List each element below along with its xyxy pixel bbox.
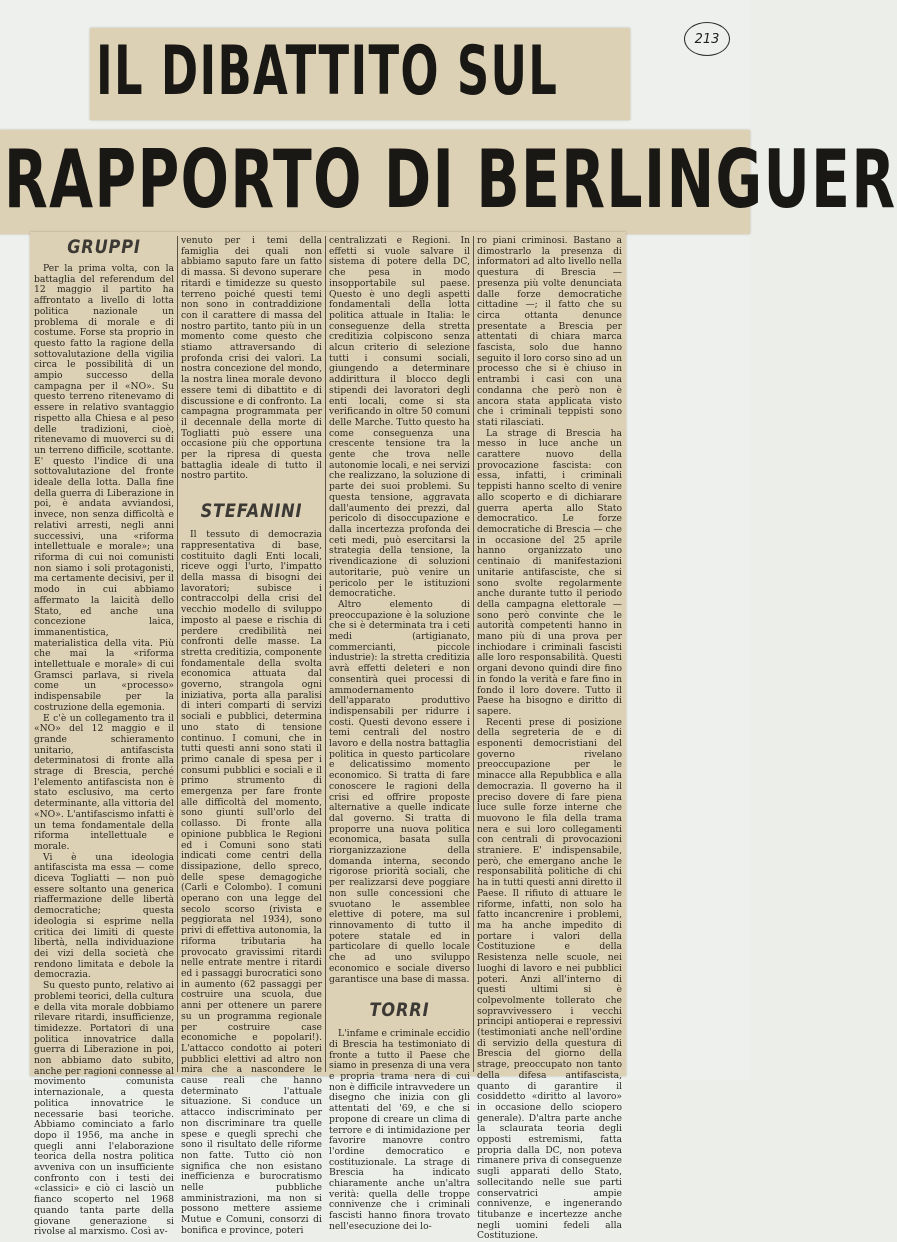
headline-line-1: IL DIBATTITO SUL	[96, 32, 559, 111]
column-rule-3	[473, 236, 474, 1072]
column-rule-1	[177, 236, 178, 1072]
paragraph: Per la prima volta, con la battaglia del referendum del 12 maggio il partito ha affrontato a livello di lotta politica nazionale un problema di morale e di costume. Forse sta proprio in questo fatto la ragione della sottovalutazione della vigilia circa le possibilità di un ampio successo della campagna per il «NO». Su questo terreno ritenevamo di essere in relativo svantaggio rispetto alla Chiesa e al peso delle tradizioni, cioè, ritenevamo di muoverci su di un terreno difficile, scottante. E' questo l'indice di una sottovalutazione del fronte ideale della lotta. Dalla fine della guerra di Liberazione in poi, è andata avviandosi, invece, non senza difficoltà e relativi arresti, negli anni successivi, una «riforma intellettuale e morale»; una riforma di cui noi comunisti non siamo i soli protagonisti, ma certamente decisivi, per il modo in cui abbiamo affermato la laicità dello Stato, ed anche una concezione laica, immanentistica, materialistica della vita. Più che mai la «riforma intellettuale e morale» di cui Gramsci parlava, si rivela come un «processo» indispensabile per la costruzione della egemonia.	[34, 263, 174, 713]
archive-number: 213	[694, 31, 720, 47]
paragraph: venuto per i temi della famiglia dei quali non abbiamo saputo fare un fatto di massa. Si devono superare ritardi e timidezze su questo terreno poiché questi temi non sono in contraddizione con il carattere di massa del nostro partito, tanto più in un momento come questo che stiamo attraversando di profonda crisi dei valori. La nostra concezione del mondo, la nostra linea morale devono essere temi di dibattito e di discussione e di confronto. La campagna programmata per il decennale della morte di Togliatti può essere una occasione più che opportuna per la ripresa di questa battaglia ideale di tutto il nostro partito.	[181, 235, 322, 482]
section-title-gruppi: GRUPPI	[67, 236, 141, 258]
paragraph: centralizzati e Regioni. In effetti si vuole salvare il sistema di potere della DC, che pesa in modo insopportabile sul paese. Questo è uno degli aspetti fondamentali della lotta politica attuale in Italia: le conseguenze della stretta creditizia colpiscono senza alcun criterio di selezione tutti i consumi sociali, giungendo a determinare addirittura il blocco degli stipendi dei lavoratori degli enti locali, come si sta verificando in oltre 50 comuni delle Marche. Tutto questo ha come conseguenza una crescente tensione tra la gente che trova nelle autonomie locali, e nei servizi che realizzano, la soluzione di parte dei suoi problemi. Su questa tensione, aggravata dall'aumento dei prezzi, dal pericolo di disoccupazione e dalla incertezza profonda dei ceti medi, può esercitarsi la strategia della tensione, la rivendicazione di soluzioni autoritarie, può venire un pericolo per le istituzioni democratiche.	[329, 235, 470, 600]
column-rule-2	[325, 236, 326, 1072]
paragraph: Su questo punto, relativo ai problemi teorici, della cultura e della vita morale dobbiamo rilevare ritardi, insufficienze, timidezze. Portatori di una politica innovatrice dalla guerra di Liberazione in poi, non abbiamo dato subito, anche per ragioni connesse al movimento comunista internazionale, a questa politica innovatrice le necessarie basi teoriche. Abbiamo cominciato a farlo dopo il 1956, ma anche in quegli anni l'elaborazione teorica della nostra politica avveniva con un insufficiente confronto con i testi dei «classici» e ciò ci lasciò un fianco scoperto nel 1968 quando tanta parte della giovane generazione si rivolse al marxismo. Così av-	[34, 980, 174, 1238]
paragraph: Il tessuto di democrazia rappresentativa di base, costituito dagli Enti locali, riceve oggi l'urto, l'impatto della massa di bisogni dei lavoratori; subisce i contraccolpi della crisi del vecchio modello di sviluppo imposto al paese e rischia di perdere credibilità nei confronti delle masse. La stretta creditizia, componente fondamentale della svolta economica attuata dal governo, strangola ogni iniziativa, porta alla paralisi di interi comparti di servizi sociali e pubblici, determina uno stato di tensione continuo. I comuni, che in tutti questi anni sono stati il primo canale di spesa per i consumi pubblici e sociali e il primo strumento di emergenza per fare fronte alle difficoltà del momento, sono giunti sull'orlo del collasso. Di fronte alla opinione pubblica le Regioni ed i Comuni sono stati indicati come centri della dissipazione, dello spreco, delle spese demagogiche (Carli e Colombo). I comuni operano con una legge del secolo scorso (rivista e peggiorata nel 1934), sono privi di effettiva autonomia, la riforma tributaria ha provocato gravissimi ritardi nelle entrate mentre i ritardi ed i passaggi burocratici sono in aumento (62 passaggi per costruire una scuola, due anni per ottenere un parere su un programma regionale per costruire case economiche e popolari!). L'attacco condotto ai poteri pubblici elettivi ad altro non mira che a nascondere le cause reali che hanno determinato l'attuale situazione. Si conduce un attacco indiscriminato per non discriminare tra quelle spese e quegli sprechi che sono il risultato delle riforme non fatte. Tutto ciò non significa che non esistano inefficienza e burocratismo nelle pubbliche amministrazioni, ma non si possono mettere assieme Mutue e Comuni, consorzi di bonifica e province, poteri	[181, 529, 322, 1236]
column-3	[329, 235, 470, 1232]
section-title-stefanini: STEFANINI	[200, 500, 303, 523]
paragraph: La strage di Brescia ha messo in luce anche un carattere nuovo della provocazione fascista: con essa, infatti, i criminali teppisti hanno scelto di venire allo scoperto e di dichiarare guerra aperta allo Stato democratico. Le forze democratiche di Brescia — che in occasione del 25 aprile hanno organizzato uno centinaio di manifestazioni unitarie antifasciste, che si sono svolte regolarmente anche durante tutto il periodo della campagna elettorale — sono però convinte che le autorità competenti hanno in mano più di una prova per inchiodare i criminali fascisti alle loro responsabilità. Questi organi devono quindi dire fino in fondo la verità e fare fino in fondo il loro dovere. Tutto il Paese ha bisogno e diritto di sapere.	[477, 427, 622, 717]
column-1	[34, 236, 174, 1238]
section-title-torri: TORRI	[369, 999, 430, 1022]
column-4	[477, 235, 622, 1242]
paragraph: Altro elemento di preoccupazione è la soluzione che si è determinata tra i ceti medi (artigianato, commercianti, piccole industrie): la stretta creditizia avrà effetti deleteri e non consentirà quei processi di ammodernamento dell'apparato produttivo indispensabili per ridurre i costi. Questi devono essere i temi centrali del nostro lavoro e della nostra battaglia politica in questo particolare e delicatissimo momento economico. Si tratta di fare conoscere le ragioni della crisi ed offrire proposte alternative a quelle indicate dal governo. Si tratta di proporre una nuova politica economica, basata sulla riorganizzazione della domanda interna, secondo rigorose priorità sociali, che per realizzarsi deve poggiare non sulle concessioni che svuotano le assemblee elettive di potere, ma sul rinnovamento di tutto il potere statale ed in particolare di quello locale che ad uno sviluppo economico e sociale diverso garantisce una base di massa.	[329, 598, 470, 985]
paragraph: Recenti prese di posizione della segreteria de e di esponenti democristiani del governo rivelano preoccupazione per le minacce alla Repubblica e alla democrazia. Il governo ha il preciso dovere di fare piena luce sulle forze interne che muovono le fila della trama nera e sui loro collegamenti con centrali di provocazioni straniere. E' indispensabile, però, che emergano anche le responsabilità politiche di chi ha in tutti questi anni diretto il Paese. Il rifiuto di attuare le riforme, infatti, non solo ha fatto incancrenire i problemi, ma ha anche impedito di portare i valori della Costituzione e della Resistenza nelle scuole, nei luoghi di lavoro e nei pubblici poteri. Anzi all'interno di questi ultimi si è colpevolmente tollerato che sopravvivessero i vecchi principi antioperai e repressivi (testimoniati anche nell'ordine di servizio della questura di Brescia del giorno della strage, preoccupato non tanto della difesa antifascista, quanto di garantire il cosiddetto «diritto al lavoro» in occasione dello sciopero generale). D'altra parte anche la sclaurata teoria degli opposti estremismi, fatta propria dalla DC, non poteva rimanere priva di conseguenze sugli apparati dello Stato, sollecitando nelle sue parti conservatrici ampie connivenze, e ingenerando titubanze e incertezze anche negli uomini fedeli alla Costituzione.	[477, 716, 622, 1242]
archive-number-stamp	[684, 22, 730, 56]
paragraph: Vi è una ideologia antifascista ma essa — come diceva Togliatti — non può essere soltanto una generica riaffermazione delle libertà democratiche; questa ideologia si esprime nella critica dei limiti di queste libertà, nella individuazione dei vizi della società che rendono limitata e debole la democrazia.	[34, 851, 174, 981]
paragraph: ro piani criminosi. Bastano a dimostrarlo la presenza di informatori ad alto livello nella questura di Brescia — presenza più volte denunciata dalle forze democratiche cittadine —; il fatto che su circa ottanta denunce presentate a Brescia per attentati di chiara marca fascista, solo due hanno seguito il loro corso sino ad un processo che si è chiuso in entrambi i casi con una condanna che però non è ancora stata applicata visto che i criminali teppisti sono stati rilasciati.	[477, 235, 622, 428]
column-2	[181, 235, 322, 1236]
paragraph: E c'è un collegamento tra il «NO» del 12 maggio e il grande schieramento unitario, antifascista determinatosi di fronte alla strage di Brescia, perché l'elemento antifascista non è stato esclusivo, ma certo determinante, alla vittoria del «NO». L'antifascismo infatti è un tema fondamentale della riforma intellettuale e morale.	[34, 712, 174, 852]
headline-line-2: RAPPORTO DI BERLINGUER	[4, 133, 897, 226]
paragraph: L'infame e criminale eccidio di Brescia ha testimoniato di fronte a tutto il Paese che siamo in presenza di una vera e propria trama nera di cui non è difficile intravvedere un disegno che inizia con gli attentati del '69, e che si propone di creare un clima di terrore e di intimidazione per favorire manovre contro l'ordine democratico e costituzionale. La strage di Brescia ha indicato chiaramente anche un'altra verità: quella delle troppe connivenze che i criminali fascisti hanno finora trovato nell'esecuzione dei lo-	[329, 1028, 470, 1232]
